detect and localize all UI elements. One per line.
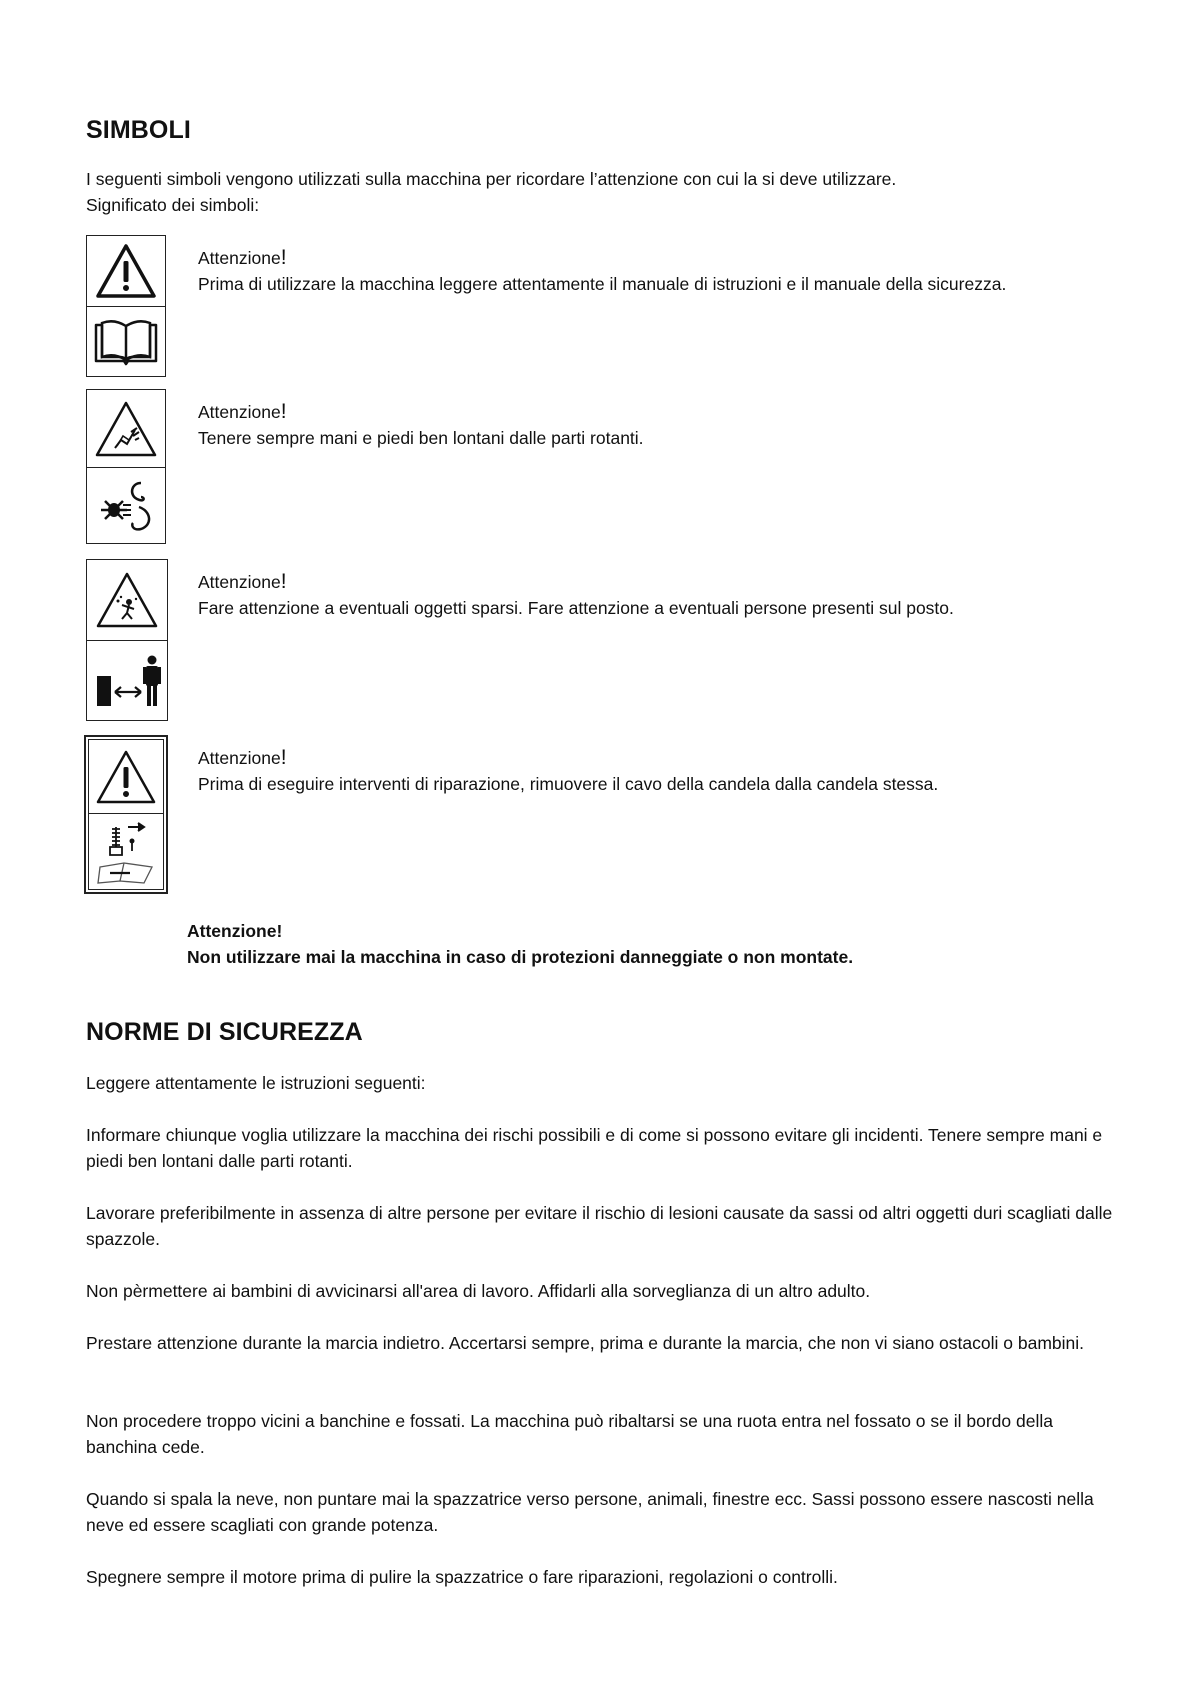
symbol-text-4 [198,745,1098,797]
symbol-row-1 [86,235,1106,377]
symbol-description-1: Prima di utilizzare la macchina leggere attentamente il manuale di istruzioni e il manuale della sicurezza. [198,274,1007,294]
norme-paragraph-5: Prestare attenzione durante la marcia indietro. Accertarsi sempre, prima e durante la marcia, che non vi siano ostacoli o bambini. [86,1333,1084,1353]
symbol-title-3: Attenzione [198,572,281,592]
norme-paragraph-7: Quando si spala la neve, non puntare mai la spazzatrice verso persone, animali, finestre ecc. Sassi possono essere nascosti nella neve ed essere scagliati con grande potenza. [86,1489,1094,1535]
symbol-exclamation-4: ! [280,746,287,769]
symbol-text-1 [198,245,1098,297]
norme-paragraph-6: Non procedere troppo vicini a banchine e fossati. La macchina può ribaltarsi se una ruota entra nel fossato o se il bordo della banchina cede. [86,1411,1053,1457]
symbol-row-3 [86,559,1106,721]
symbol-title-2: Attenzione [198,402,281,422]
symbol-icon-box-3 [86,559,168,721]
symbol-description-2: Tenere sempre mani e piedi ben lontani dalle parti rotanti. [198,428,644,448]
symbol-text-3 [198,569,1098,621]
simboli-intro-line1: I seguenti simboli vengono utilizzati sulla macchina per ricordare l’attenzione con cui la si deve utilizzare. [86,169,897,189]
bold-warning [187,918,1087,970]
warning-triangle-icon [88,739,164,814]
symbol-title-4: Attenzione [198,748,281,768]
symbol-exclamation-2: ! [280,400,287,423]
norme-heading: NORME DI SICUREZZA [86,1018,363,1046]
thrown-objects-warning-icon [87,560,167,640]
symbol-description-3: Fare attenzione a eventuali oggetti sparsi. Fare attenzione a eventuali persone presenti sul posto. [198,598,954,618]
simboli-heading: SIMBOLI [86,116,191,144]
symbol-icon-box-2 [86,389,166,544]
symbol-exclamation-3: ! [280,570,287,593]
symbol-icon-box-4 [84,735,168,894]
rotating-parts-icon [87,467,165,543]
symbol-row-2 [86,389,1106,544]
norme-paragraph-4: Non pèrmettere ai bambini di avvicinarsi all'area di lavoro. Affidarli alla sorveglianza di un altro adulto. [86,1281,871,1301]
open-manual-icon [87,306,165,376]
hand-injury-warning-icon [87,390,165,467]
bold-warning-title: Attenzione! [187,921,283,941]
spark-plug-manual-icon [88,814,164,890]
symbol-icon-box-1 [86,235,166,377]
simboli-intro-line2: Significato dei simboli: [86,195,260,215]
bold-warning-text: Non utilizzare mai la macchina in caso di protezioni danneggiate o non montate. [187,947,854,967]
symbol-text-2 [198,399,1098,451]
symbol-title-1: Attenzione [198,248,281,268]
symbol-exclamation-1: ! [280,246,287,269]
norme-paragraph-2: Informare chiunque voglia utilizzare la macchina dei rischi possibili e di come si possono evitare gli incidenti. Tenere sempre mani e piedi ben lontani dalle parti rotanti. [86,1125,1103,1171]
warning-triangle-icon [87,236,165,306]
norme-paragraph-1: Leggere attentamente le istruzioni seguenti: [86,1073,426,1093]
keep-distance-person-icon [87,640,167,720]
symbol-description-4: Prima di eseguire interventi di riparazione, rimuovere il cavo della candela dalla candela stessa. [198,774,939,794]
symbol-row-4 [84,735,1104,895]
norme-paragraph-3: Lavorare preferibilmente in assenza di altre persone per evitare il rischio di lesioni causate da sassi od altri oggetti duri scagliati dalle spazzole. [86,1203,1113,1249]
norme-paragraph-8: Spegnere sempre il motore prima di pulire la spazzatrice o fare riparazioni, regolazioni o controlli. [86,1567,838,1587]
